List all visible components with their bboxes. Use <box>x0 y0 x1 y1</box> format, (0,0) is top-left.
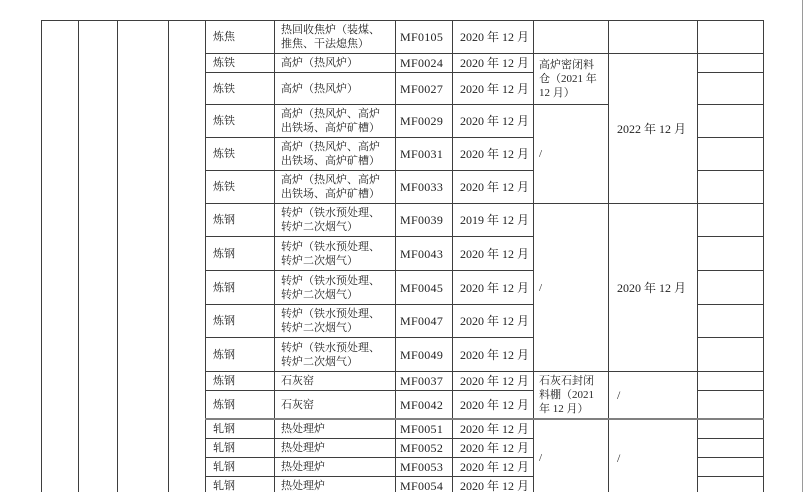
trailing-empty-cell <box>698 54 764 73</box>
date-cell: 2020 年 12 月 <box>453 458 534 477</box>
date-cell: 2019 年 12 月 <box>453 204 534 237</box>
process-cell: 炼铁 <box>206 171 275 204</box>
trailing-empty-cell <box>698 21 764 54</box>
code-cell: MF0031 <box>396 138 453 171</box>
code-cell: MF0043 <box>396 237 453 271</box>
trailing-empty-cell <box>698 237 764 271</box>
equipment-cell: 热处理炉 <box>275 477 396 492</box>
note-cell: / <box>534 419 609 492</box>
note-cell <box>534 21 609 54</box>
process-cell: 轧钢 <box>206 419 275 439</box>
trailing-empty-cell <box>698 73 764 105</box>
process-cell: 炼铁 <box>206 138 275 171</box>
process-cell: 炼钢 <box>206 338 275 372</box>
date-cell: 2020 年 12 月 <box>453 73 534 105</box>
code-cell: MF0039 <box>396 204 453 237</box>
code-cell: MF0033 <box>396 171 453 204</box>
left-empty-column-3 <box>118 21 169 492</box>
page-edge-line <box>802 0 803 492</box>
equipment-cell: 热处理炉 <box>275 458 396 477</box>
date-cell: 2020 年 12 月 <box>453 305 534 338</box>
date-cell: 2020 年 12 月 <box>453 439 534 458</box>
equipment-cell: 转炉（铁水预处理、转炉二次烟气） <box>275 237 396 271</box>
trailing-empty-cell <box>698 372 764 391</box>
trailing-empty-cell <box>698 204 764 237</box>
trailing-empty-cell <box>698 338 764 372</box>
equipment-cell: 转炉（铁水预处理、转炉二次烟气） <box>275 338 396 372</box>
trailing-empty-cell <box>698 419 764 439</box>
process-cell: 炼铁 <box>206 105 275 138</box>
note-cell: 高炉密闭料仓（2021 年 12 月） <box>534 54 609 105</box>
trailing-empty-cell <box>698 391 764 419</box>
equipment-cell: 热处理炉 <box>275 439 396 458</box>
equipment-cell: 石灰窑 <box>275 372 396 391</box>
process-cell: 炼钢 <box>206 237 275 271</box>
equipment-cell: 热处理炉 <box>275 419 396 439</box>
equipment-cell: 高炉（热风炉） <box>275 54 396 73</box>
date-cell: 2020 年 12 月 <box>453 21 534 54</box>
equipment-cell: 高炉（热风炉、高炉出铁场、高炉矿槽） <box>275 171 396 204</box>
trailing-empty-cell <box>698 458 764 477</box>
equipment-cell: 高炉（热风炉、高炉出铁场、高炉矿槽） <box>275 138 396 171</box>
process-cell: 炼铁 <box>206 54 275 73</box>
trailing-empty-cell <box>698 138 764 171</box>
equipment-cell: 高炉（热风炉） <box>275 73 396 105</box>
code-cell: MF0027 <box>396 73 453 105</box>
code-cell: MF0047 <box>396 305 453 338</box>
trailing-empty-cell <box>698 305 764 338</box>
process-cell: 炼钢 <box>206 305 275 338</box>
date-cell: 2020 年 12 月 <box>453 105 534 138</box>
left-empty-column-4 <box>169 21 206 492</box>
process-cell: 炼钢 <box>206 391 275 419</box>
trailing-empty-cell <box>698 105 764 138</box>
date-cell: 2020 年 12 月 <box>453 54 534 73</box>
date-cell: 2020 年 12 月 <box>453 338 534 372</box>
date-cell: 2020 年 12 月 <box>453 391 534 419</box>
process-cell: 炼焦 <box>206 21 275 54</box>
date-cell: 2020 年 12 月 <box>453 138 534 171</box>
date-cell: 2020 年 12 月 <box>453 372 534 391</box>
equipment-cell: 转炉（铁水预处理、转炉二次烟气） <box>275 204 396 237</box>
equipment-cell: 转炉（铁水预处理、转炉二次烟气） <box>275 305 396 338</box>
trailing-empty-cell <box>698 439 764 458</box>
code-cell: MF0029 <box>396 105 453 138</box>
date-cell: 2020 年 12 月 <box>453 419 534 439</box>
deadline-cell: / <box>609 419 698 492</box>
code-cell: MF0037 <box>396 372 453 391</box>
code-cell: MF0052 <box>396 439 453 458</box>
emission-equipment-table <box>41 20 764 492</box>
date-cell: 2020 年 12 月 <box>453 271 534 305</box>
process-cell: 炼铁 <box>206 73 275 105</box>
code-cell: MF0049 <box>396 338 453 372</box>
deadline-cell <box>609 21 698 54</box>
note-cell: / <box>534 105 609 204</box>
process-cell: 炼钢 <box>206 271 275 305</box>
deadline-cell: 2020 年 12 月 <box>609 204 698 372</box>
code-cell: MF0054 <box>396 477 453 492</box>
code-cell: MF0053 <box>396 458 453 477</box>
equipment-cell: 转炉（铁水预处理、转炉二次烟气） <box>275 271 396 305</box>
process-cell: 轧钢 <box>206 477 275 492</box>
deadline-cell: 2022 年 12 月 <box>609 54 698 204</box>
equipment-cell: 高炉（热风炉、高炉出铁场、高炉矿槽） <box>275 105 396 138</box>
code-cell: MF0051 <box>396 419 453 439</box>
trailing-empty-cell <box>698 477 764 492</box>
date-cell: 2020 年 12 月 <box>453 171 534 204</box>
process-cell: 炼钢 <box>206 372 275 391</box>
left-empty-column-2 <box>79 21 118 492</box>
trailing-empty-cell <box>698 271 764 305</box>
note-cell: / <box>534 204 609 372</box>
note-cell: 石灰石封闭料棚（2021 年 12 月） <box>534 372 609 420</box>
code-cell: MF0042 <box>396 391 453 419</box>
code-cell: MF0024 <box>396 54 453 73</box>
code-cell: MF0105 <box>396 21 453 54</box>
process-cell: 炼钢 <box>206 204 275 237</box>
deadline-cell: / <box>609 372 698 420</box>
left-empty-column-1 <box>42 21 79 492</box>
equipment-cell: 石灰窑 <box>275 391 396 419</box>
date-cell: 2020 年 12 月 <box>453 477 534 492</box>
equipment-cell: 热回收焦炉（装煤、推焦、干法熄焦） <box>275 21 396 54</box>
process-cell: 轧钢 <box>206 439 275 458</box>
process-cell: 轧钢 <box>206 458 275 477</box>
trailing-empty-cell <box>698 171 764 204</box>
code-cell: MF0045 <box>396 271 453 305</box>
date-cell: 2020 年 12 月 <box>453 237 534 271</box>
